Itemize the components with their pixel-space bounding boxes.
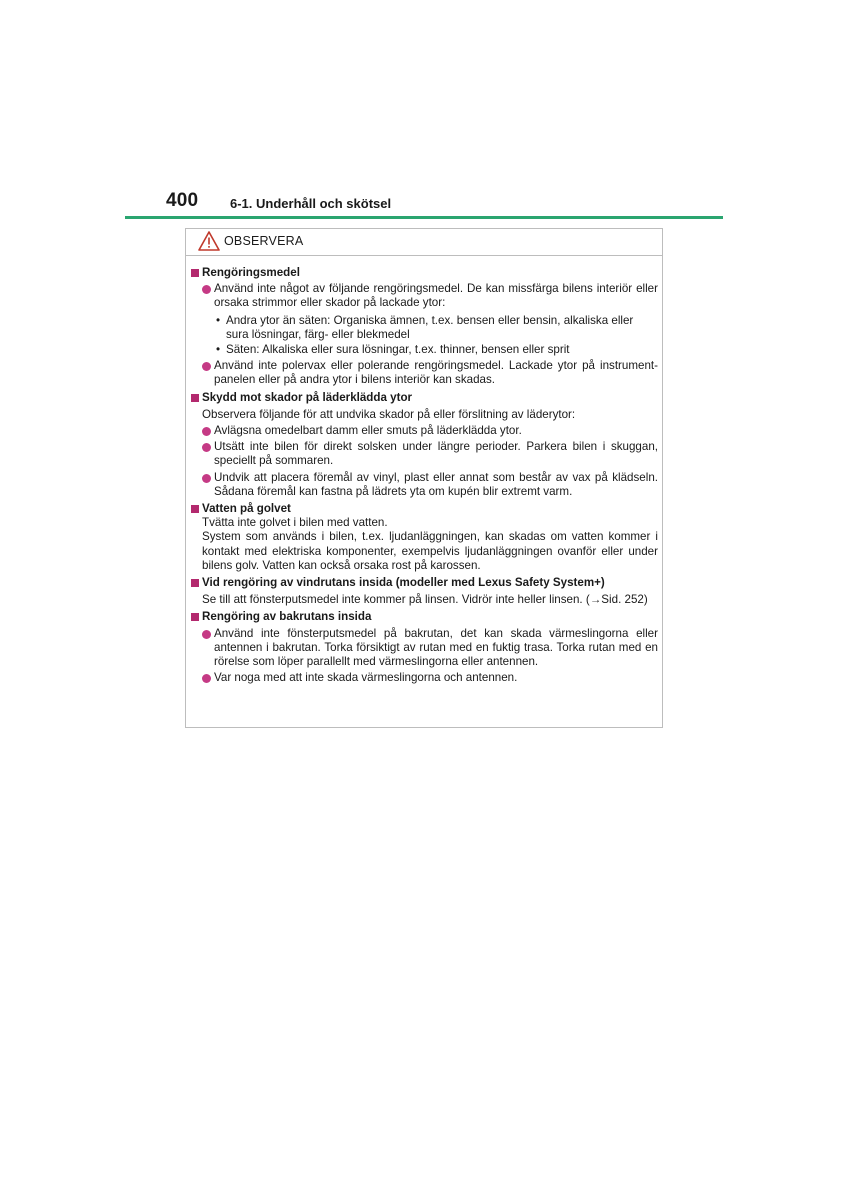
paragraph: Observera följande för att undvika skador på eller förslitning av läderytor: xyxy=(202,407,576,421)
bullet-text: Använd inte något av följande rengöringsmedel. De kan missfärga bilens interiör eller orsaka strimmor eller skador på lackade ytor: xyxy=(214,282,658,310)
section-heading xyxy=(190,610,658,624)
square-bullet-icon xyxy=(191,613,199,621)
section-heading-text: Skydd mot skador på läderklädda ytor xyxy=(202,390,413,404)
caution-label: OBSERVERA xyxy=(224,234,304,248)
square-bullet-icon xyxy=(191,579,199,587)
section-heading-text: Rengöringsmedel xyxy=(202,266,300,279)
page-number: 400 xyxy=(166,190,199,211)
bullet-text: Avlägsna omedelbart damm eller smuts på läderklädda ytor. xyxy=(214,424,522,438)
caution-box xyxy=(185,228,663,728)
round-bullet-icon xyxy=(202,285,211,294)
small-dot-icon: • xyxy=(216,343,221,357)
bullet-item xyxy=(190,440,658,468)
bullet-text: Använd inte fönsterputsmedel på bakrutan, det kan skada värmeslingorna eller antennen i bakrutan. Torka försiktigt av rutan med en fuktig trasa. Torka rutan med en rörelse som löper parallellt med värmeslingorna eller antennen. xyxy=(214,626,658,669)
section-heading xyxy=(190,576,658,590)
round-bullet-icon xyxy=(202,630,211,639)
round-bullet-icon xyxy=(202,474,211,483)
paragraph: System som används i bilen, t.ex. ljudanläggningen, kan skadas om vatten kommer i kontakt med elektriska komponenter, exempelvis ljudanläggningen ovanför eller under bilens golv. Vatten kan också orsaka rost på karossen. xyxy=(202,530,658,572)
sub-bullet-text: Säten: Alkaliska eller sura lösningar, t.ex. thinner, bensen eller sprit xyxy=(226,343,570,357)
sub-bullet-item xyxy=(190,343,658,357)
paragraph: Tvätta inte golvet i bilen med vatten. xyxy=(202,516,388,530)
caution-content xyxy=(190,266,658,685)
square-bullet-icon xyxy=(191,269,199,277)
bullet-text: Använd inte polervax eller polerande rengöringsmedel. Lackade ytor på instrument-panelen eller på andra ytor i bilens interiör kan skadas. xyxy=(214,359,658,387)
small-dot-icon: • xyxy=(216,313,221,327)
bullet-item xyxy=(190,471,658,499)
bullet-item xyxy=(190,627,658,670)
bullet-item xyxy=(190,359,658,387)
warning-triangle-icon xyxy=(198,231,220,251)
round-bullet-icon xyxy=(202,674,211,683)
caution-header xyxy=(186,229,662,256)
sub-bullet-text: Andra ytor än säten: Organiska ämnen, t.ex. bensen eller bensin, alkaliska eller sura lösningar, färg- eller blekmedel xyxy=(226,313,634,341)
section-heading xyxy=(190,502,658,516)
bullet-item xyxy=(190,282,658,310)
section-title: 6-1. Underhåll och skötsel xyxy=(230,196,392,211)
round-bullet-icon xyxy=(202,362,211,371)
section-heading xyxy=(190,266,658,280)
bullet-item xyxy=(190,671,658,685)
bullet-item xyxy=(190,424,658,438)
section-heading-text: Vatten på golvet xyxy=(202,502,291,516)
paragraph: Se till att fönsterputsmedel inte kommer på linsen. Vidrör inte heller linsen. (→Sid. 252) xyxy=(202,593,648,607)
round-bullet-icon xyxy=(202,443,211,452)
section-heading xyxy=(190,391,658,405)
section-heading-text: Vid rengöring av vindrutans insida (modeller med Lexus Safety System+) xyxy=(202,576,605,590)
round-bullet-icon xyxy=(202,427,211,436)
square-bullet-icon xyxy=(191,505,199,513)
header-rule xyxy=(125,216,723,219)
square-bullet-icon xyxy=(191,394,199,402)
section-heading-text: Rengöring av bakrutans insida xyxy=(202,610,372,624)
sub-bullet-item xyxy=(190,314,658,342)
bullet-text: Undvik att placera föremål av vinyl, plast eller annat som består av vax på klädseln. Sådana föremål kan fastna på lädrets yta om kupén blir extremt varm. xyxy=(214,470,658,498)
bullet-text: Utsätt inte bilen för direkt solsken under längre perioder. Parkera bilen i skuggan, speciellt på sommaren. xyxy=(214,440,658,468)
bullet-text: Var noga med att inte skada värmeslingorna och antennen. xyxy=(214,671,518,685)
